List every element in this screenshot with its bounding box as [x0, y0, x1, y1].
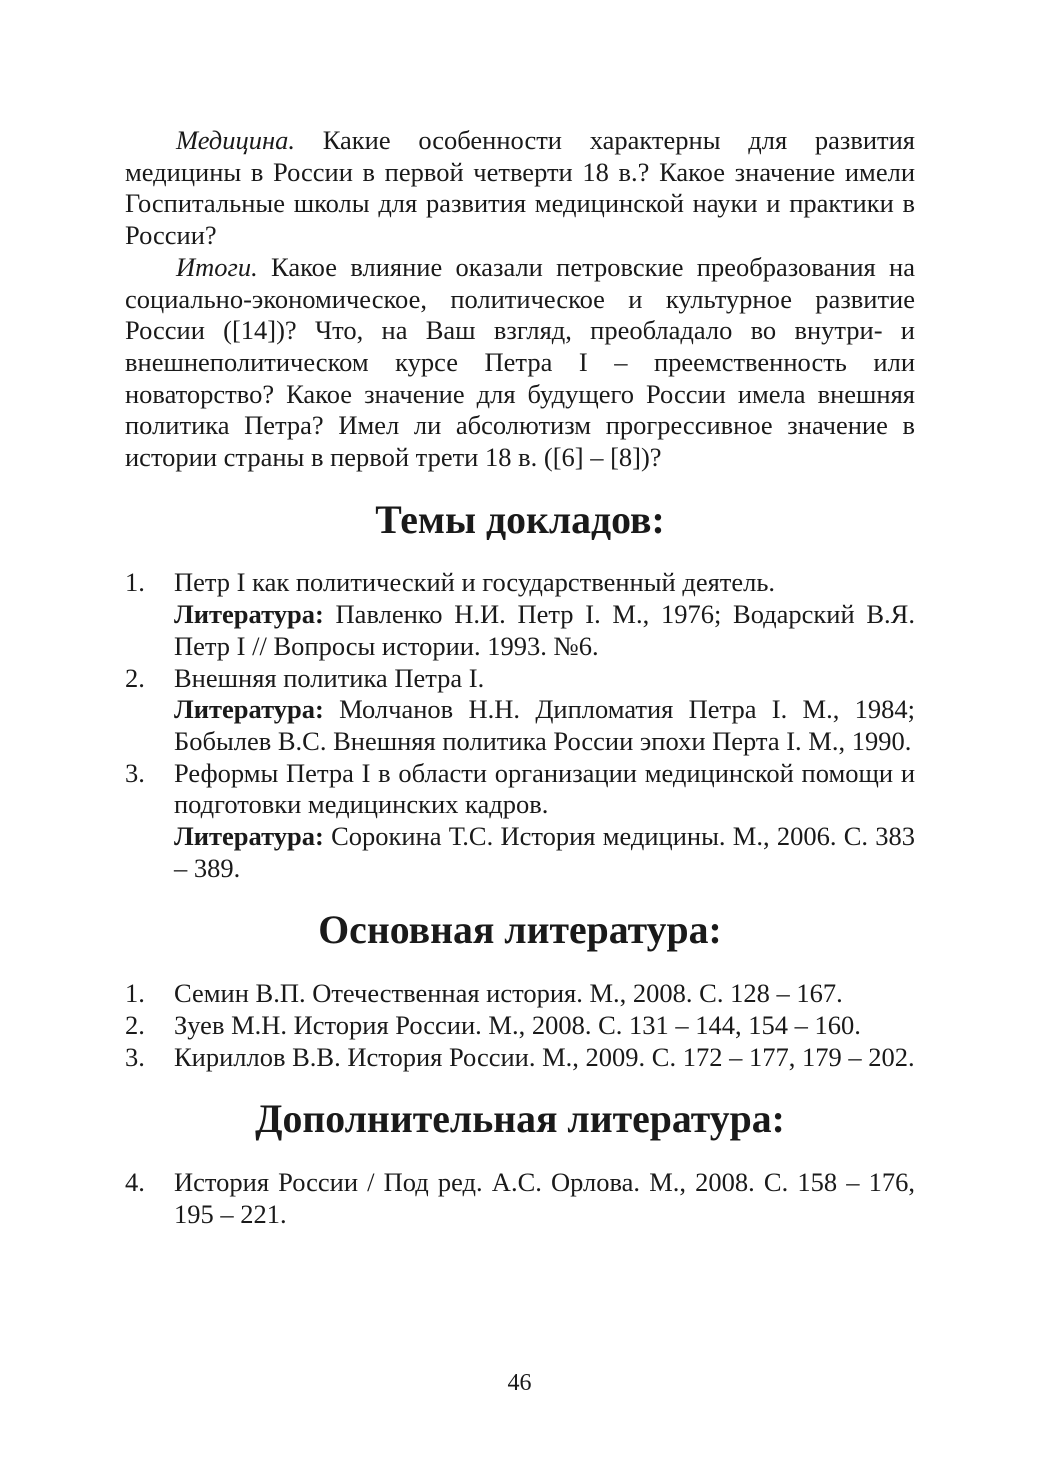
list-item-text: Зуев М.Н. История России. М., 2008. С. 131 – 144, 154 – 160.	[174, 1009, 861, 1040]
paragraph-lead: Медицина.	[176, 125, 295, 155]
literature-text: Молчанов Н.Н. Дипломатия Петра I. М., 1984; Бобылев В.С. Внешняя политика России эпохи Перта I. М., 1990.	[174, 694, 915, 756]
main-literature-list	[125, 978, 915, 1073]
report-topics-list	[125, 567, 915, 884]
list-number: 3.	[125, 1041, 145, 1072]
literature-label: Литература:	[174, 599, 324, 630]
paragraph-text: Какие особенности характерны для развития медицины в России в первой четверти 18 в.? Какое значение имели Госпитальные школы для развития медицинской науки и практики в России?	[125, 125, 915, 251]
list-item-text: История России / Под ред. А.С. Орлова. М., 2008. С. 158 – 176, 195 – 221.	[174, 1166, 915, 1229]
list-item	[125, 1167, 915, 1230]
page-content	[125, 125, 915, 1230]
list-number: 1.	[125, 978, 145, 1009]
paragraph-medicine	[125, 125, 915, 252]
literature-text: Павленко Н.И. Петр I. М., 1976; Водарский В.Я. Петр I // Вопросы истории. 1993. №6.	[174, 599, 915, 661]
list-item	[125, 758, 915, 885]
list-number: 2.	[125, 662, 145, 693]
topic-title: Внешняя политика Петра I.	[174, 662, 485, 693]
paragraph-lead: Итоги.	[176, 251, 258, 282]
list-item-text: Семин В.П. Отечественная история. М., 2008. С. 128 – 167.	[174, 978, 843, 1009]
paragraph-results	[125, 252, 915, 474]
topic-literature	[174, 599, 915, 662]
heading-additional-literature: Дополнительная литература:	[255, 1097, 785, 1142]
list-item	[125, 1042, 915, 1074]
literature-label: Литература:	[174, 694, 324, 725]
topic-title: Реформы Петра I в области организации медицинской помощи и подготовки медицинских кадров.	[174, 757, 915, 820]
topic-literature	[174, 821, 915, 884]
list-number: 1.	[125, 567, 145, 598]
list-number: 3.	[125, 757, 145, 788]
literature-text: Сорокина Т.С. История медицины. М., 2006. С. 383 – 389.	[174, 821, 915, 883]
list-number: 4.	[125, 1166, 145, 1197]
paragraph-text: Какое влияние оказали петровские преобразования на социально-экономическое, политическое и культурное развитие России ([14])? Что, на Ваш взгляд, преобладало во внутри- и внешнеполитическом курсе Петра I – преемственность или новаторство? Какое значение для будущего России имела внешняя политика Петра? Имел ли абсолютизм прогрессивное значение в истории страны в первой трети 18 в. ([6] – [8])?	[125, 251, 915, 473]
topic-literature	[174, 694, 915, 757]
literature-label: Литература:	[174, 821, 324, 852]
heading-main-literature: Основная литература:	[318, 908, 722, 953]
list-number: 2.	[125, 1009, 145, 1040]
list-item	[125, 978, 915, 1010]
topic-title: Петр I как политический и государственный деятель.	[174, 567, 776, 598]
list-item	[125, 567, 915, 662]
heading-report-topics: Темы докладов:	[375, 497, 665, 542]
list-item	[125, 1010, 915, 1042]
additional-literature-list	[125, 1167, 915, 1230]
page-number: 46	[507, 1370, 532, 1396]
list-item	[125, 663, 915, 758]
list-item-text: Кириллов В.В. История России. М., 2009. С. 172 – 177, 179 – 202.	[174, 1041, 915, 1072]
